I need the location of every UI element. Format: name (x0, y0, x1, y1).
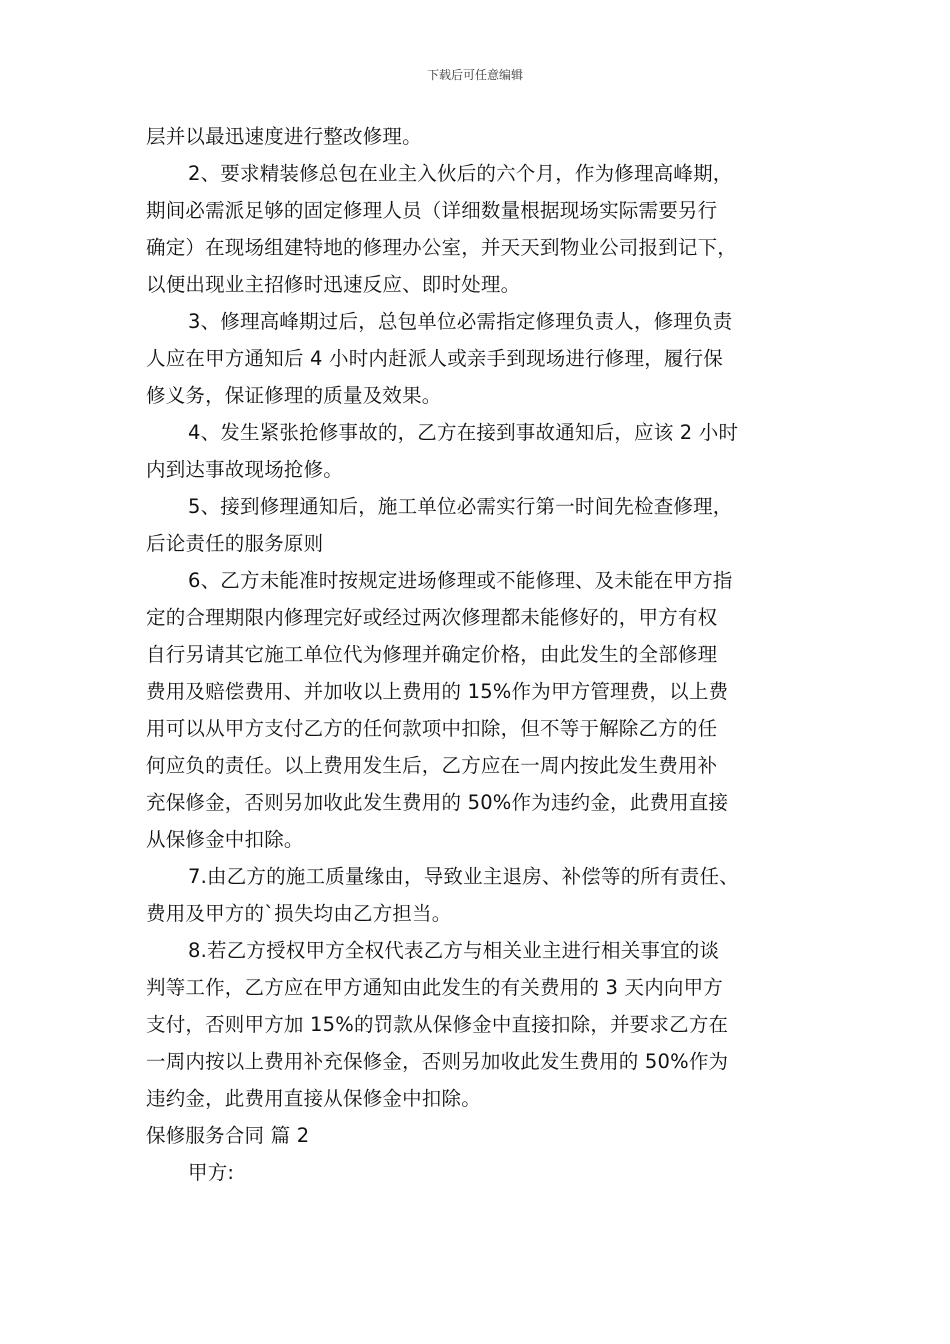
text-line: 以便出现业主招修时迅速反应、即时处理。 (146, 273, 521, 296)
text-line: 何应负的责任。以上费用发生后，乙方应在一周内按此发生费用补 (146, 754, 718, 777)
text-line: 定的合理期限内修理完好或经过两次修理都未能修好的，甲方有权 (146, 606, 718, 629)
text-line: 确定）在现场组建特地的修理办公室，并天天到物业公司报到记下， (146, 236, 738, 259)
text-line: 自行另请其它施工单位代为修理并确定价格，由此发生的全部修理 (146, 643, 718, 666)
text-line: 费用及赔偿费用、并加收以上费用的 15%作为甲方管理费，以上费 (146, 680, 729, 703)
text-line: 用可以从甲方支付乙方的任何款项中扣除，但不等于解除乙方的任 (146, 717, 718, 740)
text-line: 支付，否则甲方加 15%的罚款从保修金中直接扣除，并要求乙方在 (146, 1013, 729, 1036)
paragraph-5-start: 5、接到修理通知后，施工单位必需实行第一时间先检查修理， (188, 495, 733, 518)
text-line: 一周内按以上费用补充保修金，否则另加收此发生费用的 50%作为 (146, 1050, 729, 1073)
page-header: 下载后可任意编辑 (426, 68, 523, 82)
text-line: 从保修金中扣除。 (146, 828, 304, 851)
text-line: 人应在甲方通知后 4 小时内赶派人或亲手到现场进行修理，履行保 (146, 347, 724, 370)
paragraph-7-start: 7.由乙方的施工质量缘由，导致业主退房、补偿等的所有责任、 (188, 865, 739, 888)
paragraph-8-start: 8.若乙方授权甲方全权代表乙方与相关业主进行相关事宜的谈 (188, 939, 720, 962)
paragraph-3-start: 3、修理高峰期过后，总包单位必需指定修理负责人，修理负责 (188, 310, 733, 333)
text-line: 层并以最迅速度进行整改修理。 (146, 125, 422, 148)
document-body (146, 118, 816, 1191)
text-line: 充保修金，否则另加收此发生费用的 50%作为违约金，此费用直接 (146, 791, 729, 814)
paragraph-6-start: 6、乙方未能准时按规定进场修理或不能修理、及未能在甲方指 (188, 569, 733, 592)
section-heading: 保修服务合同 篇 2 (146, 1124, 310, 1147)
text-line: 后论责任的服务原则 (146, 532, 324, 555)
text-line: 内到达事故现场抢修。 (146, 458, 344, 481)
party-a-label: 甲方: (188, 1161, 235, 1184)
paragraph-2-start: 2、要求精装修总包在业主入伙后的六个月，作为修理高峰期， (188, 162, 733, 185)
text-line: 判等工作，乙方应在甲方通知由此发生的有关费用的 3 天内向甲方 (146, 976, 724, 999)
text-line: 费用及甲方的`损失均由乙方担当。 (146, 902, 452, 925)
text-line: 修义务，保证修理的质量及效果。 (146, 384, 442, 407)
text-line: 违约金，此费用直接从保修金中扣除。 (146, 1087, 481, 1110)
paragraph-4-start: 4、发生紧张抢修事故的，乙方在接到事故通知后，应该 2 小时 (188, 421, 739, 444)
text-line: 期间必需派足够的固定修理人员（详细数量根据现场实际需要另行 (146, 199, 718, 222)
